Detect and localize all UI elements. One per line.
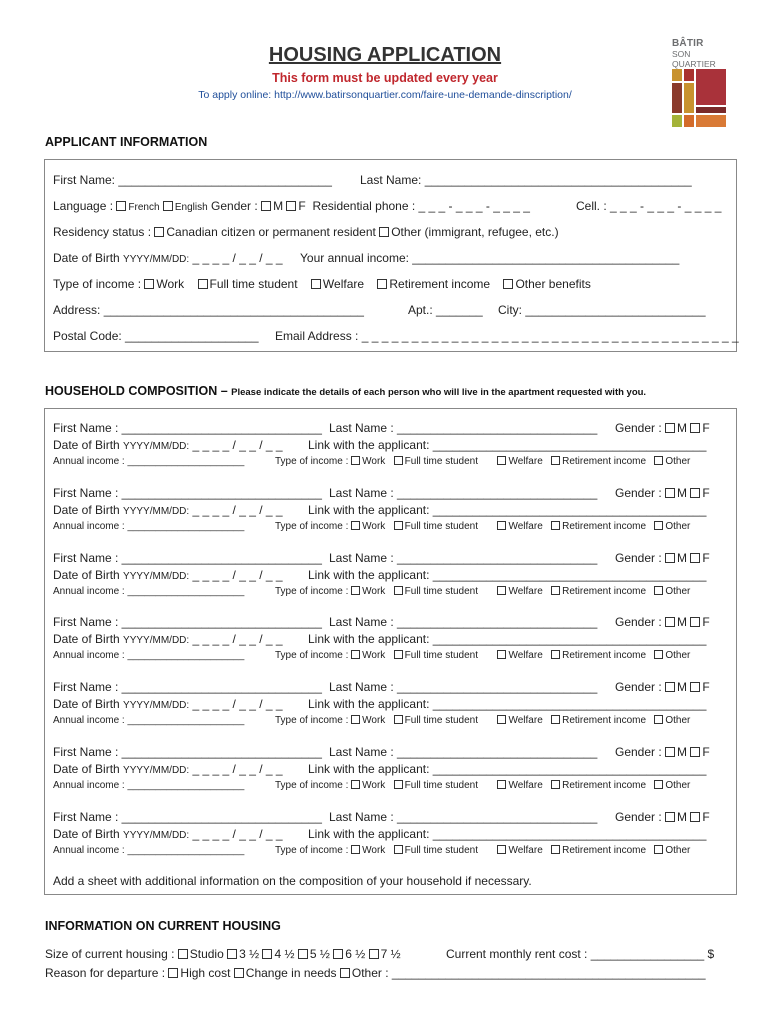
departure-reason-label: Reason for departure :: [45, 966, 166, 980]
person-income-type-row: [275, 586, 690, 597]
person-gender-f-label: F: [702, 745, 710, 759]
person-income-work-checkbox[interactable]: [351, 715, 360, 724]
english-label: English: [174, 202, 208, 213]
residency-citizen-checkbox[interactable]: [154, 227, 164, 237]
person-gender-m-label: M: [677, 485, 688, 500]
person-dob[interactable]: [53, 438, 283, 452]
person-gender-m-checkbox[interactable]: [665, 488, 675, 498]
person-dob[interactable]: [53, 697, 283, 711]
logo-squares-icon: [672, 69, 734, 141]
person-gender-label: Gender :: [615, 809, 662, 824]
person-gender-f-checkbox[interactable]: [690, 682, 700, 692]
person-income-work-label: Work: [362, 650, 386, 662]
size-7-label: 7 ½: [380, 947, 401, 961]
size-studio-label: Studio: [189, 947, 224, 961]
person-dob-blank: _ _ _ _ / _ _ / _ _: [192, 697, 283, 712]
size-7-checkbox[interactable]: [369, 949, 379, 959]
person-link-applicant[interactable]: Link with the applicant: _________________________________________: [308, 632, 707, 647]
applicant-first-name[interactable]: First Name: ________________________________: [53, 173, 332, 187]
person-dob-format: YYYY/MM/DD:: [123, 829, 190, 841]
person-income-other-label: Other: [665, 780, 691, 791]
person-annual-income[interactable]: Annual income : _____________________: [53, 456, 245, 467]
person-income-retirement-label: Retirement income: [562, 585, 647, 597]
person-income-student-checkbox[interactable]: [394, 845, 403, 854]
person-income-other-label: Other: [665, 844, 691, 856]
current-housing-heading: INFORMATION ON CURRENT HOUSING: [45, 919, 281, 933]
person-gender: [615, 615, 710, 629]
person-income-welfare-checkbox[interactable]: [497, 780, 506, 789]
applicant-annual-income[interactable]: Your annual income: ________________________________________: [300, 251, 680, 265]
applicant-apt[interactable]: Apt.: _______: [408, 303, 483, 317]
person-income-student-checkbox[interactable]: [394, 521, 403, 530]
batir-son-quartier-logo: [672, 38, 734, 134]
person-gender-m-label: M: [677, 745, 688, 759]
person-dob-label: Date of Birth: [53, 697, 120, 712]
person-income-work-label: Work: [362, 585, 386, 597]
applicant-last-name[interactable]: Last Name: ________________________________________: [360, 173, 692, 187]
person-first-name[interactable]: First Name : ______________________________: [53, 421, 322, 435]
household-heading-title: HOUSEHOLD COMPOSITION –: [45, 384, 228, 398]
applicant-address[interactable]: Address: _______________________________________: [53, 303, 364, 317]
person-gender-label: Gender :: [615, 550, 662, 565]
gender-m-label: M: [273, 199, 284, 213]
person-income-welfare-checkbox[interactable]: [497, 715, 506, 724]
person-annual-income[interactable]: Annual income : _____________________: [53, 520, 245, 532]
online-apply-link[interactable]: To apply online: http://www.batirsonquartier.com/faire-une-demande-dinscription/: [198, 89, 572, 101]
person-gender-m-checkbox[interactable]: [665, 682, 675, 692]
person-dob-blank: _ _ _ _ / _ _ / _ _: [192, 567, 283, 582]
applicant-heading: APPLICANT INFORMATION: [45, 135, 208, 149]
household-footer-note: Add a sheet with additional information on the composition of your household if necessary.: [53, 874, 532, 888]
person-dob-format: YYYY/MM/DD:: [123, 635, 190, 647]
income-type-label: Type of income :: [53, 277, 142, 291]
person-income-student-label: Full time student: [404, 844, 479, 856]
person-income-work-checkbox[interactable]: [351, 521, 360, 530]
person-dob-blank: _ _ _ _ / _ _ / _ _: [192, 502, 283, 517]
person-dob[interactable]: [53, 827, 283, 841]
person-dob-format: YYYY/MM/DD:: [123, 505, 190, 517]
income-retirement-label: Retirement income: [389, 277, 491, 291]
person-last-name[interactable]: Last Name : ______________________________: [329, 421, 598, 435]
person-income-welfare-label: Welfare: [508, 715, 543, 727]
size-3-checkbox[interactable]: [227, 949, 237, 959]
person-dob-label: Date of Birth: [53, 826, 120, 841]
person-link-applicant[interactable]: Link with the applicant: _________________________________________: [308, 826, 707, 841]
person-gender-f-label: F: [702, 615, 710, 630]
applicant-box: [44, 159, 737, 352]
person-income-work-checkbox[interactable]: [351, 845, 360, 854]
person-income-type-label: Type of income :: [275, 650, 349, 662]
person-income-type-label: Type of income :: [275, 456, 349, 467]
person-dob-format: YYYY/MM/DD:: [123, 700, 190, 712]
person-gender-f-label: F: [702, 485, 710, 500]
person-gender-f-checkbox[interactable]: [690, 488, 700, 498]
person-income-other-label: Other: [665, 585, 691, 597]
person-income-welfare-checkbox[interactable]: [497, 456, 506, 465]
person-income-work-label: Work: [362, 844, 386, 856]
person-income-student-label: Full time student: [404, 520, 479, 532]
person-gender-f-label: F: [702, 680, 710, 695]
person-dob-label: Date of Birth: [53, 502, 120, 517]
person-link-applicant[interactable]: Link with the applicant: _________________________________________: [308, 567, 707, 582]
residential-phone[interactable]: Residential phone : _ _ _ - _ _ _ - _ _ _ _: [312, 199, 530, 213]
person-income-type-label: Type of income :: [275, 780, 349, 791]
person-dob-blank: _ _ _ _ / _ _ / _ _: [192, 762, 283, 776]
person-income-other-label: Other: [665, 520, 691, 532]
logo-square: [696, 69, 726, 105]
person-gender-m-label: M: [677, 615, 688, 630]
person-income-type-row: [275, 845, 690, 856]
cell-phone[interactable]: Cell. : _ _ _ - _ _ _ - _ _ _ _: [576, 199, 722, 213]
logo-square: [696, 107, 726, 113]
person-link-applicant[interactable]: Link with the applicant: _________________________________________: [308, 502, 707, 517]
person-link-applicant[interactable]: Link with the applicant: _________________________________________: [308, 762, 707, 776]
size-studio-checkbox[interactable]: [178, 949, 188, 959]
person-gender-m-checkbox[interactable]: [665, 423, 675, 433]
logo-square: [684, 69, 694, 81]
logo-square: [672, 115, 682, 127]
person-link-applicant[interactable]: Link with the applicant: _________________________________________: [308, 697, 707, 712]
income-student-label: Full time student: [209, 277, 298, 291]
logo-square: [684, 83, 694, 113]
size-6-label: 6 ½: [345, 947, 366, 961]
language-label: Language :: [53, 199, 114, 213]
person-income-retirement-label: Retirement income: [562, 844, 647, 856]
person-last-name[interactable]: Last Name : ______________________________: [329, 550, 598, 565]
household-person: [45, 810, 736, 860]
size-3-label: 3 ½: [239, 947, 260, 961]
person-income-type-label: Type of income :: [275, 844, 349, 856]
dob-blank: _ _ _ _ / _ _ / _ _: [192, 251, 283, 265]
person-first-name[interactable]: First Name : ______________________________: [53, 809, 322, 824]
household-person: [45, 615, 736, 665]
person-income-work-checkbox[interactable]: [351, 650, 360, 659]
person-income-work-label: Work: [362, 715, 386, 727]
person-gender-f-checkbox[interactable]: [690, 553, 700, 563]
person-gender-m-checkbox[interactable]: [665, 812, 675, 822]
person-income-welfare-label: Welfare: [508, 780, 543, 791]
person-first-name[interactable]: First Name : ______________________________: [53, 745, 322, 759]
person-income-other-checkbox[interactable]: [654, 780, 663, 789]
person-income-welfare-checkbox[interactable]: [497, 586, 506, 595]
person-income-type-label: Type of income :: [275, 585, 349, 597]
person-income-type-row: [275, 456, 690, 467]
logo-line1: BÂTIR: [672, 38, 704, 49]
person-link-applicant[interactable]: Link with the applicant: _________________________________________: [308, 438, 707, 452]
applicant-postal-code[interactable]: Postal Code: ____________________: [53, 329, 259, 343]
size-4-checkbox[interactable]: [262, 949, 272, 959]
logo-square: [672, 69, 682, 81]
person-income-type-row: [275, 650, 690, 661]
applicant-dob[interactable]: [53, 251, 283, 265]
income-welfare-checkbox[interactable]: [311, 279, 321, 289]
person-annual-income[interactable]: Annual income : _____________________: [53, 650, 245, 662]
income-other-checkbox[interactable]: [503, 279, 513, 289]
person-first-name[interactable]: First Name : ______________________________: [53, 680, 322, 695]
person-gender: [615, 680, 710, 694]
person-annual-income[interactable]: Annual income : _____________________: [53, 780, 245, 791]
household-person: [45, 551, 736, 601]
reason-needs-label: Change in needs: [245, 966, 337, 980]
person-income-student-label: Full time student: [404, 780, 479, 791]
income-student-checkbox[interactable]: [198, 279, 208, 289]
person-income-welfare-checkbox[interactable]: [497, 845, 506, 854]
residency-label: Residency status :: [53, 225, 152, 239]
person-income-student-checkbox[interactable]: [394, 586, 403, 595]
person-dob-blank: _ _ _ _ / _ _ / _ _: [192, 438, 283, 452]
person-gender-f-checkbox[interactable]: [690, 812, 700, 822]
person-income-retirement-checkbox[interactable]: [551, 521, 560, 530]
person-annual-income[interactable]: Annual income : _____________________: [53, 715, 245, 727]
english-checkbox[interactable]: [163, 201, 173, 211]
person-income-work-label: Work: [362, 520, 386, 532]
departure-reason-row: [45, 966, 706, 980]
person-income-retirement-checkbox[interactable]: [551, 780, 560, 789]
person-dob-blank: _ _ _ _ / _ _ / _ _: [192, 826, 283, 841]
size-4-label: 4 ½: [274, 947, 295, 961]
reason-other-checkbox[interactable]: [340, 968, 350, 978]
person-income-type-row: [275, 715, 690, 726]
person-gender-label: Gender :: [615, 421, 662, 435]
residency-citizen-label: Canadian citizen or permanent resident: [166, 225, 376, 239]
page-title: HOUSING APPLICATION: [268, 44, 502, 66]
person-gender-label: Gender :: [615, 485, 662, 500]
french-label: French: [128, 202, 160, 213]
person-income-work-label: Work: [362, 456, 386, 467]
housing-size-row: [45, 947, 401, 961]
income-type-row: [53, 277, 591, 291]
language-row: [53, 199, 530, 213]
person-income-retirement-checkbox[interactable]: [551, 650, 560, 659]
person-gender-f-checkbox[interactable]: [690, 747, 700, 757]
person-dob[interactable]: [53, 632, 283, 646]
person-last-name[interactable]: Last Name : ______________________________: [329, 745, 598, 759]
person-annual-income[interactable]: Annual income : _____________________: [53, 844, 245, 856]
reason-needs-checkbox[interactable]: [234, 968, 244, 978]
person-gender-f-label: F: [702, 809, 710, 824]
residency-row: [53, 225, 559, 239]
person-income-retirement-checkbox[interactable]: [551, 456, 560, 465]
person-income-retirement-label: Retirement income: [562, 520, 647, 532]
person-income-other-label: Other: [665, 650, 691, 662]
person-gender: [615, 810, 710, 824]
person-gender-f-checkbox[interactable]: [690, 423, 700, 433]
person-gender: [615, 486, 710, 500]
person-income-work-label: Work: [362, 780, 386, 791]
person-income-other-checkbox[interactable]: [654, 521, 663, 530]
person-income-work-checkbox[interactable]: [351, 586, 360, 595]
person-gender-m-checkbox[interactable]: [665, 617, 675, 627]
person-dob-label: Date of Birth: [53, 762, 120, 776]
person-first-name[interactable]: First Name : ______________________________: [53, 615, 322, 630]
person-income-retirement-label: Retirement income: [562, 780, 647, 791]
person-gender-label: Gender :: [615, 680, 662, 695]
current-rent[interactable]: Current monthly rent cost : _________________ $: [446, 947, 715, 961]
reason-high-cost-label: High cost: [180, 966, 231, 980]
person-dob-blank: _ _ _ _ / _ _ / _ _: [192, 632, 283, 647]
page-subtitle: This form must be updated every year: [272, 71, 498, 85]
person-income-welfare-label: Welfare: [508, 456, 543, 467]
person-gender: [615, 745, 710, 759]
person-first-name[interactable]: First Name : ______________________________: [53, 485, 322, 500]
person-income-welfare-label: Welfare: [508, 585, 543, 597]
person-income-type-label: Type of income :: [275, 715, 349, 727]
person-income-type-label: Type of income :: [275, 520, 349, 532]
person-gender-f-checkbox[interactable]: [690, 617, 700, 627]
size-5-checkbox[interactable]: [298, 949, 308, 959]
person-income-student-label: Full time student: [404, 585, 479, 597]
person-gender-f-label: F: [702, 421, 710, 435]
logo-line2: SON QUARTIER: [672, 49, 716, 69]
person-income-welfare-label: Welfare: [508, 650, 543, 662]
person-income-student-checkbox[interactable]: [394, 715, 403, 724]
person-income-retirement-label: Retirement income: [562, 456, 647, 467]
person-dob[interactable]: [53, 503, 283, 517]
person-income-welfare-label: Welfare: [508, 844, 543, 856]
person-income-other-label: Other: [665, 456, 691, 467]
person-gender-m-label: M: [677, 421, 688, 435]
person-gender-m-label: M: [677, 809, 688, 824]
person-income-type-row: [275, 780, 690, 791]
gender-f-checkbox[interactable]: [286, 201, 296, 211]
person-gender-label: Gender :: [615, 745, 662, 759]
household-person: [45, 421, 736, 471]
person-gender-m-checkbox[interactable]: [665, 747, 675, 757]
person-income-welfare-checkbox[interactable]: [497, 521, 506, 530]
person-gender-m-checkbox[interactable]: [665, 553, 675, 563]
person-gender-m-label: M: [677, 550, 688, 565]
income-retirement-checkbox[interactable]: [377, 279, 387, 289]
person-income-student-checkbox[interactable]: [394, 780, 403, 789]
person-dob-format: YYYY/MM/DD:: [123, 765, 190, 776]
reason-high-cost-checkbox[interactable]: [168, 968, 178, 978]
income-welfare-label: Welfare: [322, 277, 365, 291]
household-box: [44, 408, 737, 895]
person-income-welfare-checkbox[interactable]: [497, 650, 506, 659]
person-last-name[interactable]: Last Name : ______________________________: [329, 680, 598, 695]
person-dob-label: Date of Birth: [53, 438, 120, 452]
gender-label: Gender :: [211, 199, 258, 213]
person-income-student-label: Full time student: [404, 456, 479, 467]
person-first-name[interactable]: First Name : ______________________________: [53, 550, 322, 565]
residency-other-label: Other (immigrant, refugee, etc.): [391, 225, 559, 239]
income-work-checkbox[interactable]: [144, 279, 154, 289]
person-dob[interactable]: [53, 762, 283, 776]
size-6-checkbox[interactable]: [333, 949, 343, 959]
person-income-retirement-label: Retirement income: [562, 650, 647, 662]
person-gender-label: Gender :: [615, 615, 662, 630]
applicant-city[interactable]: City: ___________________________: [498, 303, 706, 317]
household-person: [45, 745, 736, 795]
person-dob-label: Date of Birth: [53, 632, 120, 647]
person-gender-f-label: F: [702, 550, 710, 565]
person-income-student-label: Full time student: [404, 715, 479, 727]
gender-f-label: F: [298, 199, 306, 213]
person-dob[interactable]: [53, 568, 283, 582]
person-last-name[interactable]: Last Name : ______________________________: [329, 809, 598, 824]
person-income-other-checkbox[interactable]: [654, 845, 663, 854]
person-income-other-checkbox[interactable]: [654, 650, 663, 659]
income-work-label: Work: [156, 277, 185, 291]
size-5-label: 5 ½: [309, 947, 330, 961]
person-last-name[interactable]: Last Name : ______________________________: [329, 485, 598, 500]
person-dob-format: YYYY/MM/DD:: [123, 570, 190, 582]
gender-m-checkbox[interactable]: [261, 201, 271, 211]
person-gender-m-label: M: [677, 680, 688, 695]
person-income-student-checkbox[interactable]: [394, 456, 403, 465]
person-income-student-label: Full time student: [404, 650, 479, 662]
residency-other-checkbox[interactable]: [379, 227, 389, 237]
person-income-work-checkbox[interactable]: [351, 456, 360, 465]
logo-square: [684, 115, 694, 127]
person-income-work-checkbox[interactable]: [351, 780, 360, 789]
person-income-student-checkbox[interactable]: [394, 650, 403, 659]
household-person: [45, 680, 736, 730]
household-heading: [45, 384, 646, 398]
person-income-welfare-label: Welfare: [508, 520, 543, 532]
person-income-other-checkbox[interactable]: [654, 456, 663, 465]
logo-square: [672, 83, 682, 113]
dob-label: Date of Birth: [53, 251, 120, 265]
person-income-retirement-label: Retirement income: [562, 715, 647, 727]
income-other-label: Other benefits: [515, 277, 591, 291]
household-heading-note: Please indicate the details of each person who will live in the apartment requested with you.: [231, 387, 647, 398]
person-annual-income[interactable]: Annual income : _____________________: [53, 585, 245, 597]
logo-square: [696, 115, 726, 127]
person-income-other-label: Other: [665, 715, 691, 727]
person-income-other-checkbox[interactable]: [654, 715, 663, 724]
person-income-retirement-checkbox[interactable]: [551, 715, 560, 724]
housing-size-label: Size of current housing :: [45, 947, 175, 961]
person-income-type-row: [275, 521, 690, 532]
french-checkbox[interactable]: [116, 201, 126, 211]
person-last-name[interactable]: Last Name : ______________________________: [329, 615, 598, 630]
person-gender: [615, 421, 710, 435]
dob-format: YYYY/MM/DD:: [123, 254, 190, 265]
person-income-other-checkbox[interactable]: [654, 586, 663, 595]
person-dob-format: YYYY/MM/DD:: [123, 441, 190, 452]
reason-other-field[interactable]: Other : _______________________________________________: [351, 966, 706, 980]
person-gender: [615, 551, 710, 565]
household-person: [45, 486, 736, 536]
applicant-email[interactable]: Email Address : _ _ _ _ _ _ _ _ _ _ _ _ _ _ _ _ _ _ _ _ _ _ _ _ _ _ _ _ _ _ _ _ _ _ _ _ _ _: [275, 329, 739, 343]
person-income-retirement-checkbox[interactable]: [551, 845, 560, 854]
person-dob-label: Date of Birth: [53, 567, 120, 582]
person-income-retirement-checkbox[interactable]: [551, 586, 560, 595]
